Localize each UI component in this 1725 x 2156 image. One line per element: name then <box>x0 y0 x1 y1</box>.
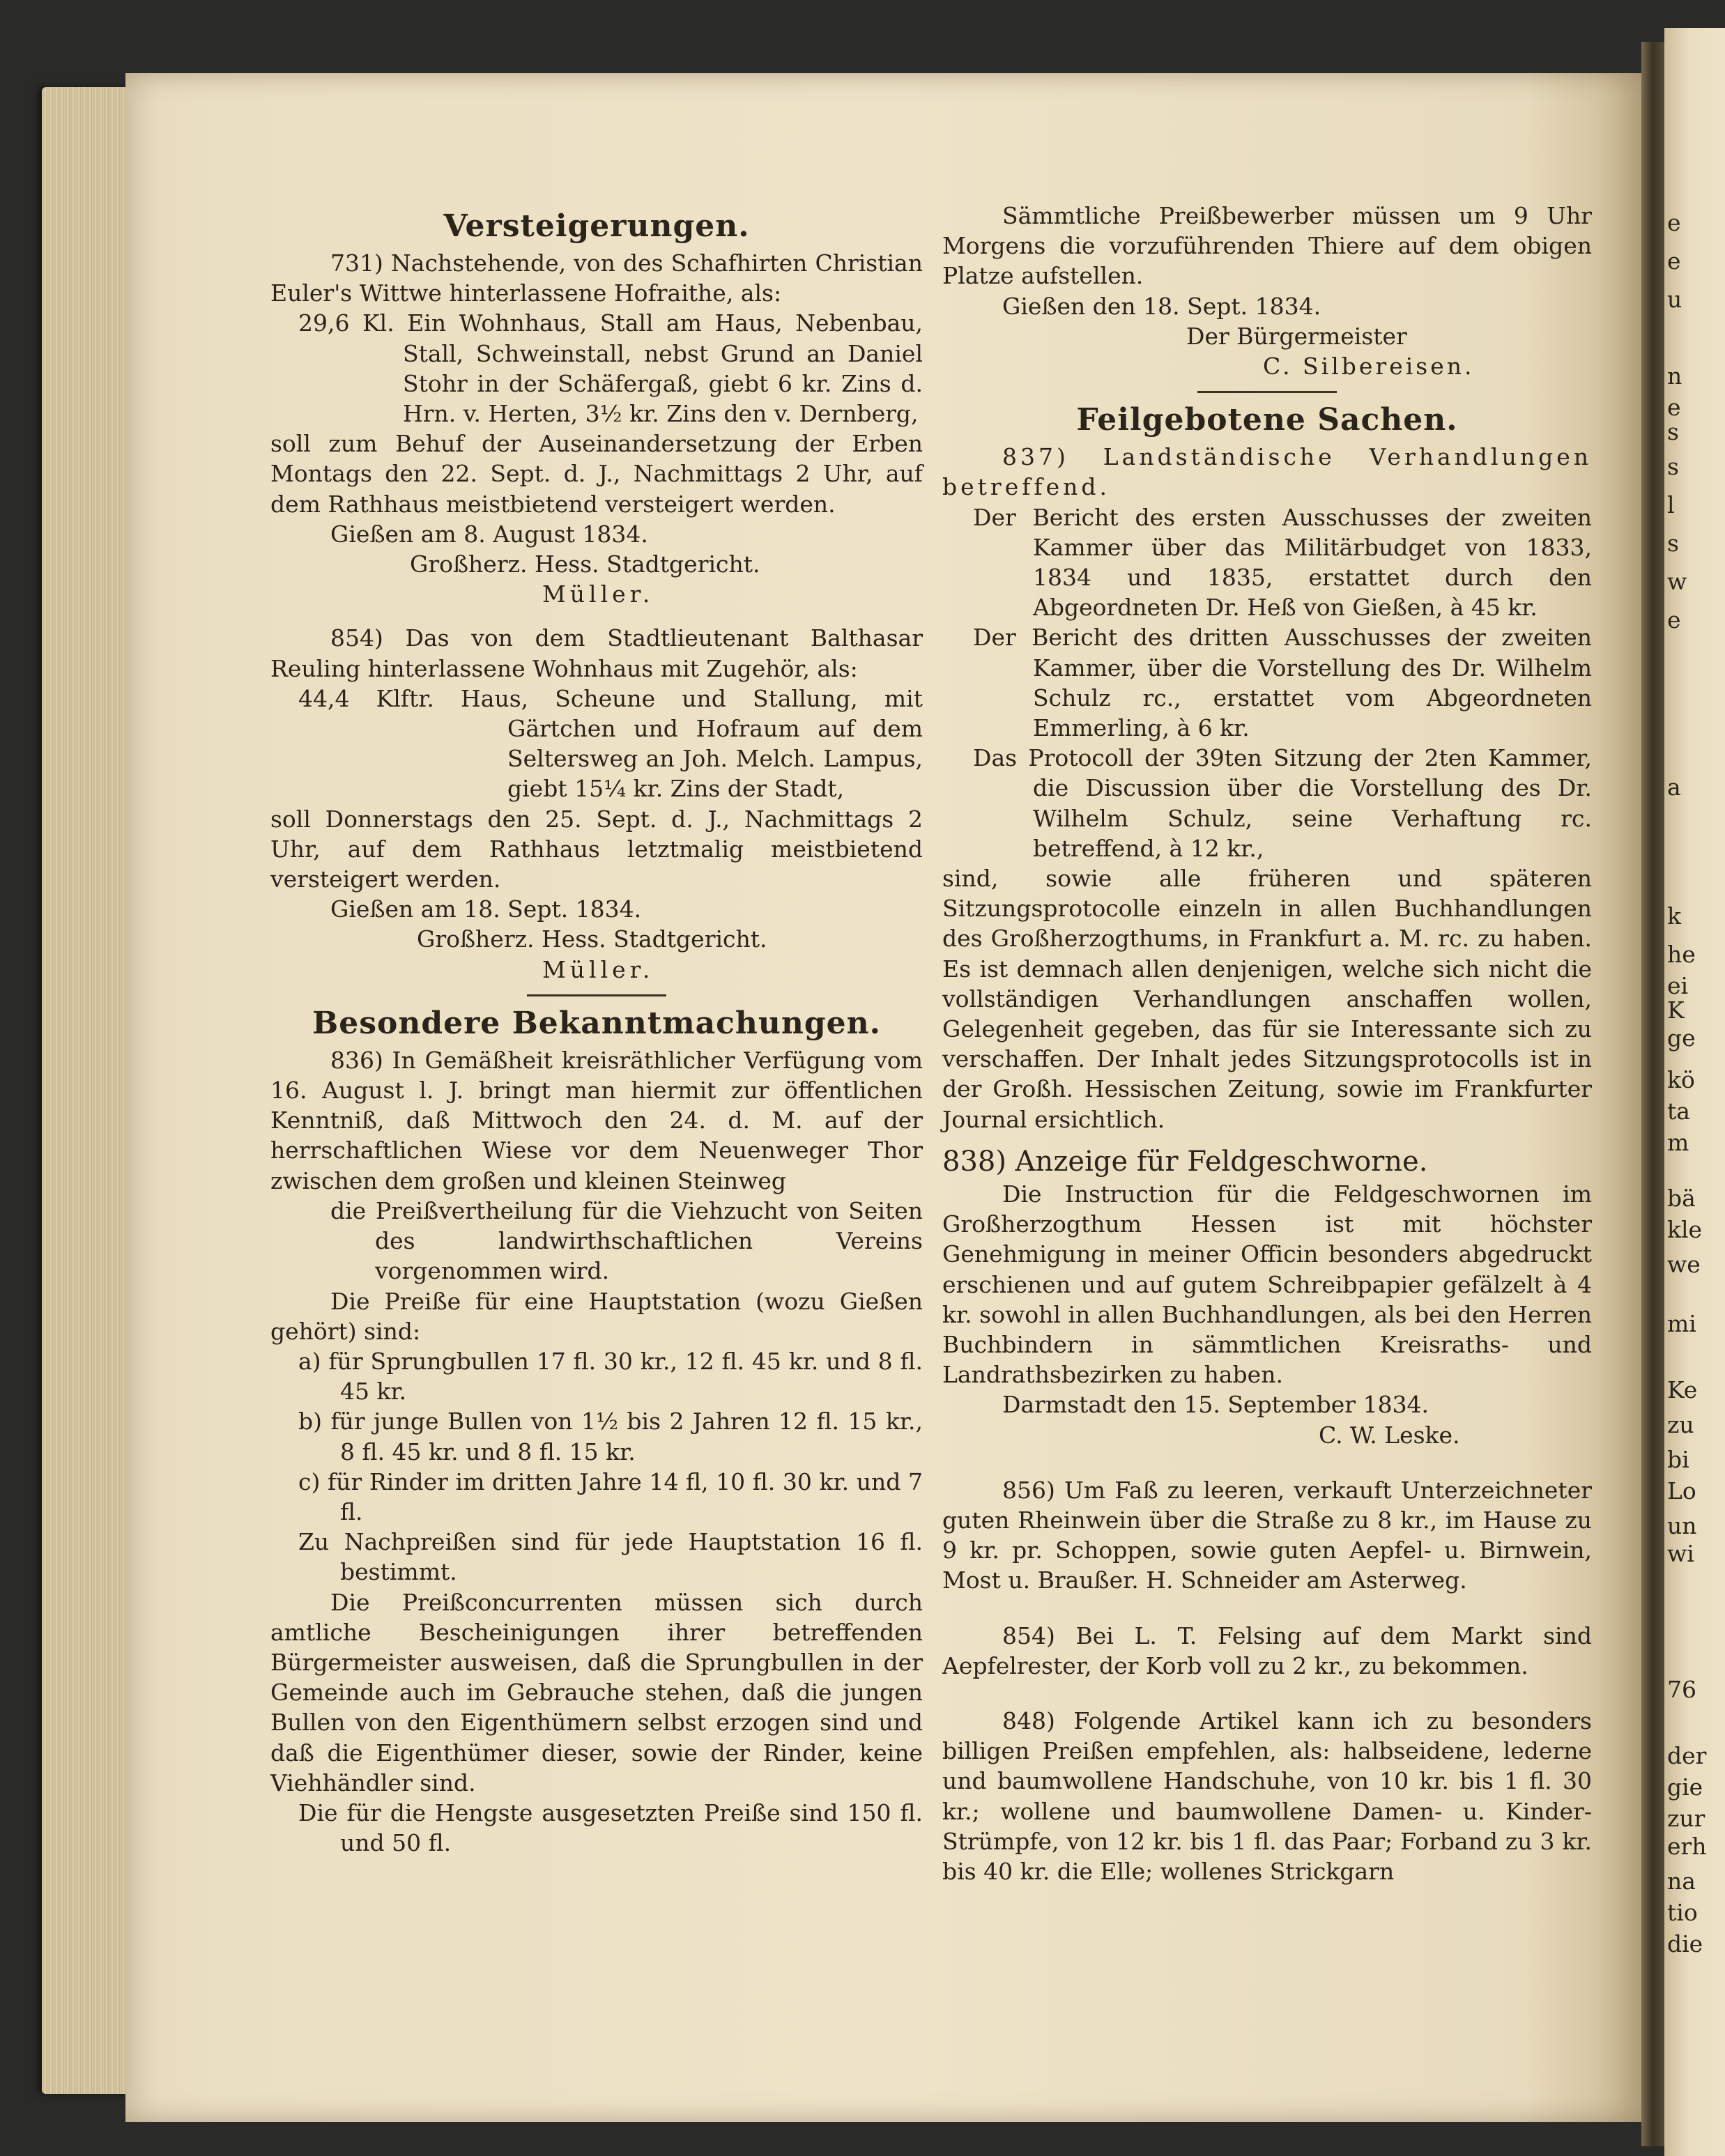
next-page-fragment: w <box>1667 568 1687 595</box>
notice-836-nachpreise: Zu Nachpreißen sind für jede Hauptstation 16 fl. bestimmt. <box>298 1528 923 1586</box>
next-page-edge <box>1664 28 1725 2156</box>
notice-836-intro: 836) In Gemäßheit kreisräthlicher Verfügung vom 16. August l. J. bringt man hiermit zur öffentlichen Kenntniß, daß Mittwoch den 24. d. M. auf der herrschaftlichen Wiese vor dem Neuenweger Thor zwischen dem großen und kleinen Steinweg <box>270 1046 923 1194</box>
next-page-fragment: wi <box>1667 1540 1694 1567</box>
notice-836-prizes: Die Preiße für eine Hauptstation (wozu Gießen gehört) sind: <box>270 1287 923 1345</box>
next-page-fragment: mi <box>1667 1310 1696 1337</box>
next-page-fragment: tio <box>1667 1899 1698 1926</box>
next-page-fragment: ei <box>1667 972 1689 999</box>
next-page-fragment: s <box>1667 453 1679 480</box>
notice-854b: 854) Bei L. T. Felsing auf dem Markt sind Aepfelrester, der Korb voll zu 2 kr., zu bekommen. <box>942 1622 1592 1679</box>
next-page-fragment: gie <box>1667 1773 1703 1801</box>
divider <box>527 994 666 996</box>
notice-848: 848) Folgende Artikel kann ich zu besonders billigen Preißen empfehlen, als: halbseidene, lederne und baumwollene Handschuhe, von 10 kr. bis 1 fl. 30 kr.; wollene und baumwollene Damen- u. Kinder-Strümpfe, von 12 kr. bis 1 fl. das Paar; Forband zu 3 kr. bis 40 kr. die Elle; wollenes Strickgarn <box>942 1707 1592 1885</box>
next-page-fragment: he <box>1667 941 1696 968</box>
next-page-fragment: bi <box>1667 1446 1689 1473</box>
next-page-fragment: K <box>1667 996 1685 1024</box>
notice-837-title: 837) Landständische Verhandlungen betreffend. <box>942 443 1592 501</box>
next-page-fragment: l <box>1667 491 1675 518</box>
next-page-fragment: bä <box>1667 1185 1696 1212</box>
section-heading-versteigerungen: Versteigerungen. <box>443 208 750 244</box>
notice-854-date: Gießen am 18. Sept. 1834. <box>330 895 642 923</box>
notice-838-signature: C. W. Leske. <box>1319 1421 1460 1449</box>
prize-c: c) für Rinder im dritten Jahre 14 fl, 10 fl. 30 kr. und 7 fl. <box>298 1468 923 1525</box>
notice-731-signature: Großherz. Hess. Stadtgericht. <box>410 550 760 578</box>
next-page-fragment: n <box>1667 362 1682 390</box>
prize-a: a) für Sprungbullen 17 fl. 30 kr., 12 fl. 45 kr. und 8 fl. 45 kr. <box>298 1347 923 1406</box>
next-page-fragment: e <box>1667 394 1681 421</box>
notice-731-item: 29,6 Kl. Ein Wohnhaus, Stall am Haus, Nebenbau, Stall, Schweinstall, nebst Grund an Daniel Stohr in der Schäfergaß, giebt 6 kr. Zins d. Hrn. v. Herten, 3½ kr. Zins den v. Dernberg, <box>298 309 923 428</box>
next-page-fragment: erh <box>1667 1833 1707 1860</box>
prize-b: b) für junge Bullen von 1½ bis 2 Jahren 12 fl. 15 kr., 8 fl. 45 kr. und 8 fl. 15 kr. <box>298 1408 923 1465</box>
notice-854-item: 44,4 Klftr. Haus, Scheune und Stallung, mit Gärtchen und Hofraum auf dem Seltersweg an Joh. Melch. Lampus, giebt 15¼ kr. Zins der Stadt, <box>298 684 923 803</box>
next-page-fragment: kö <box>1667 1066 1695 1093</box>
notice-837-item-3: Das Protocoll der 39ten Sitzung der 2ten Kammer, die Discussion über die Vorstellung des Dr. Wilhelm Schulz, seine Verhaftung rc. betreffend, à 12 kr., <box>973 744 1592 862</box>
notice-836-name: C. Silbereisen. <box>1263 353 1475 380</box>
notice-836-conditions: Die Preißconcurrenten müssen sich durch amtliche Bescheinigungen ihrer betreffenden Bürgermeister ausweisen, daß die Sprungbullen in der Gemeinde auch im Gebrauche stehen, daß die jungen Bullen von den Eigenthümern selbst erzogen sind und daß die Eigenthümer dieser, sowie der Rinder, keine Viehhändler sind. <box>270 1588 923 1796</box>
notice-836-signature: Der Bürgermeister <box>1186 322 1407 350</box>
next-page-fragment: ta <box>1667 1098 1690 1125</box>
right-column <box>942 201 1592 1886</box>
book-gutter <box>1641 42 1666 2146</box>
notice-854-signature: Großherz. Hess. Stadtgericht. <box>417 925 767 953</box>
notice-731-name: Müller. <box>542 580 654 608</box>
next-page-fragment: ge <box>1667 1024 1696 1052</box>
next-page-fragment: Ke <box>1667 1376 1698 1403</box>
next-page-fragment: e <box>1667 209 1681 236</box>
next-page-fragment: a <box>1667 773 1681 801</box>
next-page-fragment: 76 <box>1667 1676 1696 1703</box>
notice-854-body: soll Donnerstags den 25. Sept. d. J., Nachmittags 2 Uhr, auf dem Rathhaus letztmalig meistbietend versteigert werden. <box>270 805 923 893</box>
next-page-fragment: e <box>1667 247 1681 275</box>
page-edges <box>42 87 132 2094</box>
notice-838-title: 838) Anzeige für Feldgeschworne. <box>942 1145 1428 1178</box>
next-page-fragment: die <box>1667 1930 1703 1957</box>
next-page-fragment: zu <box>1667 1411 1694 1438</box>
divider <box>1197 391 1337 393</box>
next-page-fragment: k <box>1667 902 1681 930</box>
notice-837-item-1: Der Bericht des ersten Ausschusses der zweiten Kammer über das Militärbudget von 1833, 1834 und 1835, erstattet durch den Abgeordneten Dr. Heß von Gießen, à 45 kr. <box>973 503 1592 622</box>
section-heading-bekanntmachungen: Besondere Bekanntmachungen. <box>312 1005 881 1041</box>
next-page-fragment: na <box>1667 1868 1696 1895</box>
next-page-fragment: u <box>1667 286 1682 313</box>
notice-854-intro: 854) Das von dem Stadtlieutenant Balthasar Reuling hinterlassene Wohnhaus mit Zugehör, als: <box>270 624 923 682</box>
notice-837-item-2: Der Bericht des dritten Ausschusses der zweiten Kammer, über die Vorstellung des Dr. Wilhelm Schulz rc., erstattet vom Abgeordneten Emmerling, à 6 kr. <box>973 624 1592 742</box>
next-page-fragment: un <box>1667 1512 1697 1539</box>
notice-836-continued: Sämmtliche Preißbewerber müssen um 9 Uhr Morgens die vorzuführenden Thiere auf dem obigen Platze aufstellen. <box>942 202 1592 290</box>
next-page-fragment: Lo <box>1667 1477 1696 1504</box>
section-heading-feilgebotene: Feilgebotene Sachen. <box>1076 402 1458 438</box>
next-page-fragment: s <box>1667 530 1679 557</box>
notice-731-intro: 731) Nachstehende, von des Schafhirten Christian Euler's Wittwe hinterlassene Hofraithe, als: <box>270 249 923 307</box>
notice-856: 856) Um Faß zu leeren, verkauft Unterzeichneter guten Rheinwein über die Straße zu 8 kr., im Hause zu 9 kr. pr. Schoppen, sowie guten Aepfel- u. Birnwein, Most u. Braußer. H. Schneider am Asterweg. <box>942 1476 1592 1594</box>
next-page-fragment: der <box>1667 1742 1707 1769</box>
left-column <box>270 201 923 1858</box>
notice-836-hengste: Die für die Hengste ausgesetzten Preiße sind 150 fl. und 50 fl. <box>298 1799 923 1857</box>
notice-838-body: Die Instruction für die Feldgeschwornen im Großherzogthum Hessen ist mit höchster Genehmigung in meiner Officin besonders abgedruckt erschienen und auf gutem Schreibpapier gefälzelt à 4 kr. sowohl in allen Buchhandlungen, als bei den Herren Buchbindern in sämmtlichen Kreisraths- und Landrathsbezirken zu haben. <box>942 1180 1592 1389</box>
notice-731-date: Gießen am 8. August 1834. <box>330 520 648 548</box>
notice-854-name: Müller. <box>542 955 654 983</box>
notice-731-body: soll zum Behuf der Auseinandersetzung der Erben Montags den 22. Sept. d. J., Nachmittags 2 Uhr, auf dem Rathhaus meistbietend versteigert werden. <box>270 430 923 518</box>
next-page-fragment: we <box>1667 1251 1701 1278</box>
next-page-fragment: s <box>1667 418 1679 445</box>
notice-836-date: Gießen den 18. Sept. 1834. <box>1002 292 1321 320</box>
next-page-fragment: e <box>1667 606 1681 633</box>
notice-836-item: die Preißvertheilung für die Viehzucht von Seiten des landwirthschaftlichen Vereins vorgenommen wird. <box>330 1196 923 1285</box>
notice-838-date: Darmstadt den 15. September 1834. <box>1002 1391 1429 1419</box>
next-page-fragment: m <box>1667 1129 1689 1156</box>
next-page-fragment: zur <box>1667 1805 1705 1832</box>
next-page-fragment: kle <box>1667 1216 1703 1243</box>
notice-837-body: sind, sowie alle früheren und späteren Sitzungsprotocolle einzeln in allen Buchhandlungen des Großherzogthums, in Frankfurt a. M. rc. zu haben. Es ist demnach allen denjenigen, welche sich nicht die vollständigen Verhandlungen anschaffen wollen, Gelegenheit gegeben, das für sie Interessante sich zu verschaffen. Der Inhalt jedes Sitzungsprotocolls ist in der Großh. Hessischen Zeitung, sowie im Frankfurter Journal ersichtlich. <box>942 865 1592 1133</box>
